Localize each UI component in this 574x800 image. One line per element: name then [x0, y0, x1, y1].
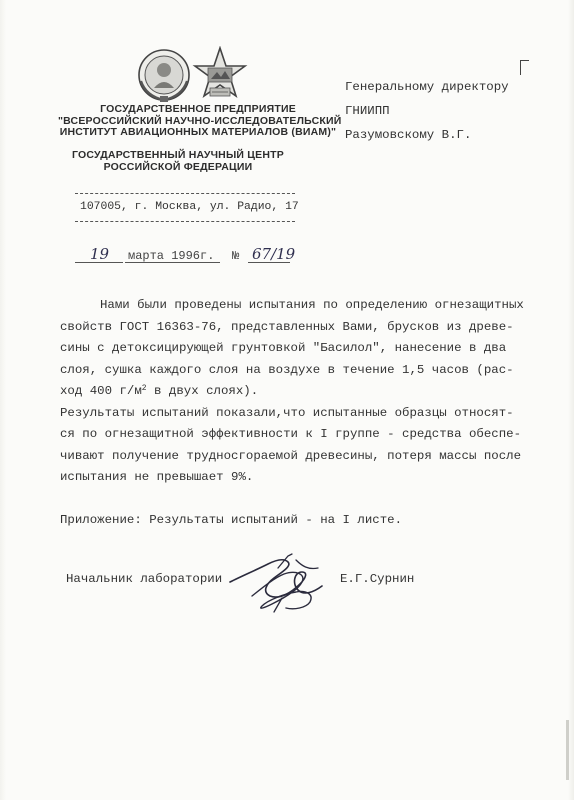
scan-edge-mark: [566, 720, 569, 780]
number-label: №: [232, 249, 240, 263]
letter-body: [60, 295, 530, 489]
address-rule-bottom: [75, 221, 295, 222]
research-center-line-1: ГОСУДАРСТВЕННЫЙ НАУЧНЫЙ ЦЕНТР: [72, 149, 284, 161]
signatory-name: Е.Г.Сурнин: [340, 572, 415, 586]
body-line: Нами были проведены испытания по определению огнезащитных: [100, 298, 524, 312]
date-day: 19: [90, 245, 110, 263]
handwritten-signature-icon: [222, 548, 334, 618]
addressee-line-1: Генеральному директору: [345, 80, 509, 94]
date-month-year: марта 1996г.: [128, 249, 215, 263]
date-day-underline: [75, 262, 123, 263]
body-line: Результаты испытаний показали,что испытанные образцы относят-: [60, 405, 514, 420]
institute-line-3: ИНСТИТУТ АВИАЦИОННЫХ МАТЕРИАЛОВ (ВИАМ)": [59, 126, 337, 138]
number-underline: [248, 262, 290, 263]
address-rule-top: [75, 193, 295, 194]
document-number: 67/19: [252, 245, 296, 263]
institute-line-1: ГОСУДАРСТВЕННОЕ ПРЕДПРИЯТИЕ: [100, 103, 296, 115]
order-of-lenin-emblem-icon: [139, 50, 189, 102]
research-center-line-2: РОССИЙСКОЙ ФЕДЕРАЦИИ: [103, 160, 253, 173]
body-line: испытания не превышает 9%.: [60, 470, 254, 484]
addressee-block: [345, 75, 555, 147]
postal-address: 107005, г. Москва, ул. Радио, 17: [80, 201, 299, 213]
institute-line-2: "ВСЕРОССИЙСКИЙ НАУЧНО-ИССЛЕДОВАТЕЛЬСКИЙ: [58, 114, 342, 127]
research-center-header: [38, 150, 318, 173]
body-text: в двух слоях).: [146, 384, 259, 398]
body-line: свойств ГОСТ 16363-76, представленных Вами, брусков из древе-: [60, 319, 514, 334]
order-emblems-icon: [132, 46, 252, 104]
body-line: сины с детоксицирующей грунтовкой "Басилол", нанесение в два: [60, 341, 507, 355]
corner-mark: [520, 60, 529, 75]
appendix-line: Приложение: Результаты испытаний - на I листе.: [60, 513, 403, 527]
star-order-emblem-icon: [195, 48, 245, 96]
body-line: слоя, сушка каждого слоя на воздухе в течение 1,5 часов (рас-: [60, 362, 514, 377]
addressee-line-3: Разумовскому В.Г.: [345, 128, 472, 142]
signature-title: Начальник лаборатории: [66, 572, 223, 586]
superscript: 2: [141, 384, 147, 393]
body-line: ся по огнезащитной эффективности к I группе - средства обеспе-: [60, 427, 522, 441]
institute-header: [58, 103, 342, 139]
body-text: ход 400 г/м: [60, 384, 142, 398]
addressee-line-2: ГНИИПП: [345, 104, 390, 118]
body-line: [60, 381, 530, 403]
body-line: чивают получение трудносгораемой древесины, потеря массы после: [60, 448, 522, 463]
date-month-underline: [125, 262, 220, 263]
